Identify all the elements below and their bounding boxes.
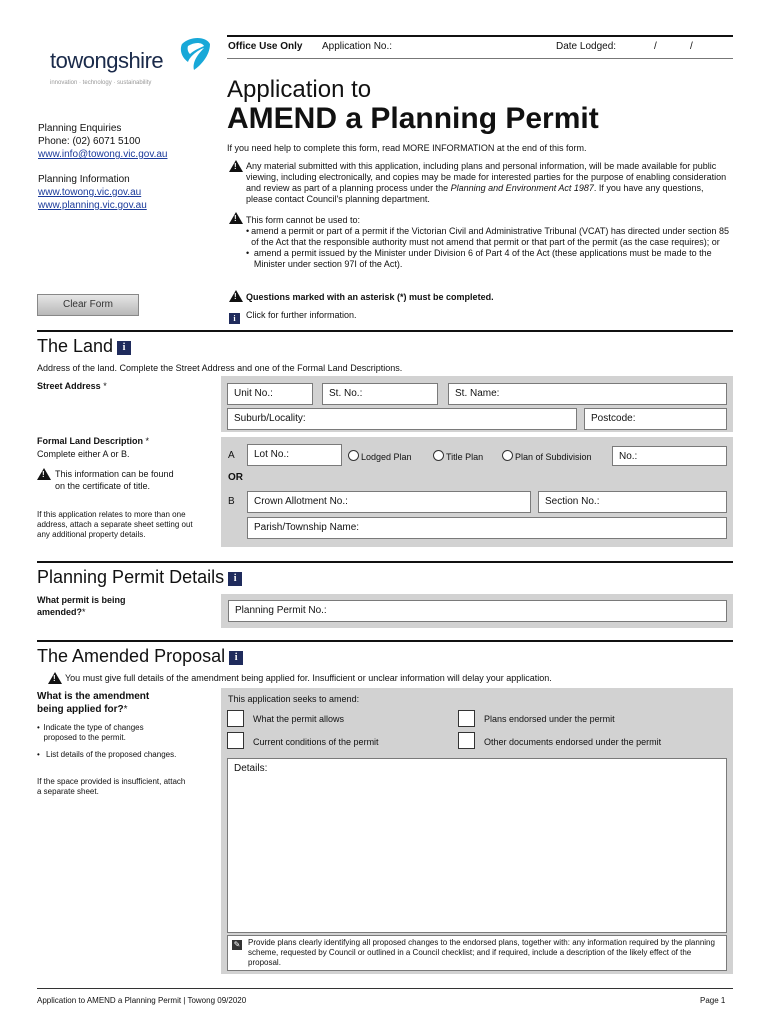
permit-section-rule: [37, 561, 733, 563]
asterisk-note: Questions marked with an asterisk (*) must be completed.: [246, 292, 494, 302]
header-top-rule: [227, 35, 733, 37]
email-link[interactable]: www.info@towong.vic.gov.au: [38, 149, 168, 160]
or-label: OR: [228, 472, 243, 483]
cannot-item-1: amend a permit or part of a permit if the Victorian Civil and Administrative Tribunal (VCAT) has directed under section 85 of the Act that the responsible authority must not amend that permit or that part of the permit (as the case requires); or: [251, 226, 729, 247]
certificate-warning-icon: [37, 466, 55, 484]
proposal-section-rule: [37, 640, 733, 642]
proposal-section-title: The Amended Proposal i: [37, 646, 243, 667]
application-no-label: Application No.:: [322, 41, 393, 52]
formal-land-label: Formal Land Description *: [37, 436, 150, 446]
plans-endorsed-checkbox[interactable]: [458, 710, 475, 727]
privacy-text: Any material submitted with this application, including plans and personal information, will be made available for public viewing, including electronically, and copies may be made for interested parties for the purpose of enabling consideration and review as part of a planning process under the Planning and Environment Act 1987. If you have any questions, please contact Council's planning department.: [246, 161, 727, 204]
click-info-text: Click for further information.: [246, 310, 357, 320]
plan-no-field[interactable]: No.:: [612, 446, 727, 466]
cannot-warning-icon: [229, 210, 247, 228]
planning-website-link[interactable]: www.planning.vic.gov.au: [38, 200, 147, 211]
postcode-field[interactable]: Postcode:: [584, 408, 727, 430]
clear-form-button[interactable]: Clear Form: [37, 294, 139, 316]
planning-permit-no-field[interactable]: Planning Permit No.:: [228, 600, 727, 622]
other-documents-checkbox[interactable]: [458, 732, 475, 749]
logo-tagline: innovation · technology · sustainability: [50, 80, 152, 86]
formal-land-sub: Complete either A or B.: [37, 449, 130, 459]
office-use-label: Office Use Only: [228, 41, 303, 52]
information-title: Planning Information: [38, 174, 130, 185]
info-icon[interactable]: i: [229, 308, 240, 326]
seeks-label: This application seeks to amend:: [228, 694, 360, 704]
permit-info-icon[interactable]: i: [228, 572, 242, 586]
plan-of-subdivision-radio[interactable]: Plan of Subdivision: [502, 450, 592, 462]
title-line1: Application to: [227, 76, 372, 103]
proposal-warning: You must give full details of the amendment being applied for. Insufficient or unclear information will delay your application.: [65, 673, 552, 683]
permit-question: What permit is being amended?*: [37, 595, 126, 617]
certificate-note: This information can be found on the certificate of title.: [55, 469, 174, 491]
other-documents-label: Other documents endorsed under the permit: [484, 737, 662, 747]
proposal-warning-icon: [48, 670, 66, 688]
multi-address-note: If this application relates to more than one address, attach a separate sheet setting out any additional property details.: [37, 510, 193, 539]
permit-section-title: Planning Permit Details i: [37, 567, 242, 588]
header-bottom-rule: [227, 58, 733, 59]
st-no-field[interactable]: St. No.:: [322, 383, 438, 405]
footer-rule: [37, 988, 733, 989]
what-permit-allows-checkbox[interactable]: [227, 710, 244, 727]
section-no-field[interactable]: Section No.:: [538, 491, 727, 513]
land-info-icon[interactable]: i: [117, 341, 131, 355]
option-a-label: A: [228, 450, 235, 461]
cannot-list: • amend a permit or part of a permit if the Victorian Civil and Administrative Tribunal (VCAT) has directed under section 85 of the Act that the responsible authority must not amend that permit or that part of the permit (as the case requires); or • amend a permit issued by the Minister under Division 6 of Part 4 of the Act (these applications must be made to the Minister under section 97I of the Act).: [246, 226, 732, 270]
details-textarea[interactable]: Details:: [227, 758, 727, 933]
land-section-rule: [37, 330, 733, 332]
privacy-warning-icon: [229, 158, 247, 176]
st-name-field[interactable]: St. Name:: [448, 383, 727, 405]
title-plan-radio[interactable]: Title Plan: [433, 450, 483, 462]
hint-1: • Indicate the type of changes proposed to the permit.: [37, 723, 144, 742]
hint-2: • List details of the proposed changes.: [37, 750, 177, 759]
option-b-label: B: [228, 496, 235, 507]
cannot-item-2: amend a permit issued by the Minister under Division 6 of Part 4 of the Act (these applications must be made to the Minister under section 97I of the Act).: [253, 248, 712, 269]
date-separator-1: /: [654, 41, 657, 52]
land-description: Address of the land. Complete the Street Address and one of the Formal Land Descriptions.: [37, 363, 403, 373]
towong-website-link[interactable]: www.towong.vic.gov.au: [38, 187, 142, 198]
land-section-title: The Land i: [37, 336, 131, 357]
page-number: Page 1: [700, 996, 726, 1005]
plans-note-box: [227, 935, 727, 971]
what-permit-allows-label: What the permit allows: [253, 714, 345, 724]
unit-no-field[interactable]: Unit No.:: [227, 383, 313, 405]
phone-number: Phone: (02) 6071 5100: [38, 136, 141, 147]
plans-endorsed-label: Plans endorsed under the permit: [484, 714, 615, 724]
date-lodged-label: Date Lodged:: [556, 41, 617, 52]
lodged-plan-radio[interactable]: Lodged Plan: [348, 450, 412, 462]
parish-field[interactable]: Parish/Township Name:: [247, 517, 727, 539]
asterisk-warning-icon: [229, 288, 247, 306]
street-address-label: Street Address *: [37, 381, 107, 391]
current-conditions-label: Current conditions of the permit: [253, 737, 379, 747]
logo-wordmark: towongshire: [50, 48, 164, 73]
crown-allotment-field[interactable]: Crown Allotment No.:: [247, 491, 531, 513]
amendment-question: What is the amendment being applied for?*: [37, 691, 150, 715]
date-separator-2: /: [690, 41, 693, 52]
proposal-info-icon[interactable]: i: [229, 651, 243, 665]
plans-note-icon: ✎: [233, 940, 241, 949]
logo-emblem-icon: [176, 34, 214, 72]
cannot-title: This form cannot be used to:: [246, 215, 361, 225]
footer-left: Application to AMEND a Planning Permit | Towong 09/2020: [37, 996, 247, 1005]
page-title: AMEND a Planning Permit: [227, 102, 599, 135]
hint-3: If the space provided is insufficient, attach a separate sheet.: [37, 777, 186, 796]
lot-no-field[interactable]: Lot No.:: [247, 444, 342, 466]
help-text: If you need help to complete this form, read MORE INFORMATION at the end of this form.: [227, 143, 587, 153]
plans-note-text: Provide plans clearly identifying all proposed changes to the endorsed plans, together with: any information required by the planning scheme, requested by Council or outlined in a Council checklist; and if required, include a description of the likely effect of the proposal.: [248, 938, 715, 967]
enquiries-title: Planning Enquiries: [38, 123, 122, 134]
current-conditions-checkbox[interactable]: [227, 732, 244, 749]
suburb-field[interactable]: Suburb/Locality:: [227, 408, 577, 430]
